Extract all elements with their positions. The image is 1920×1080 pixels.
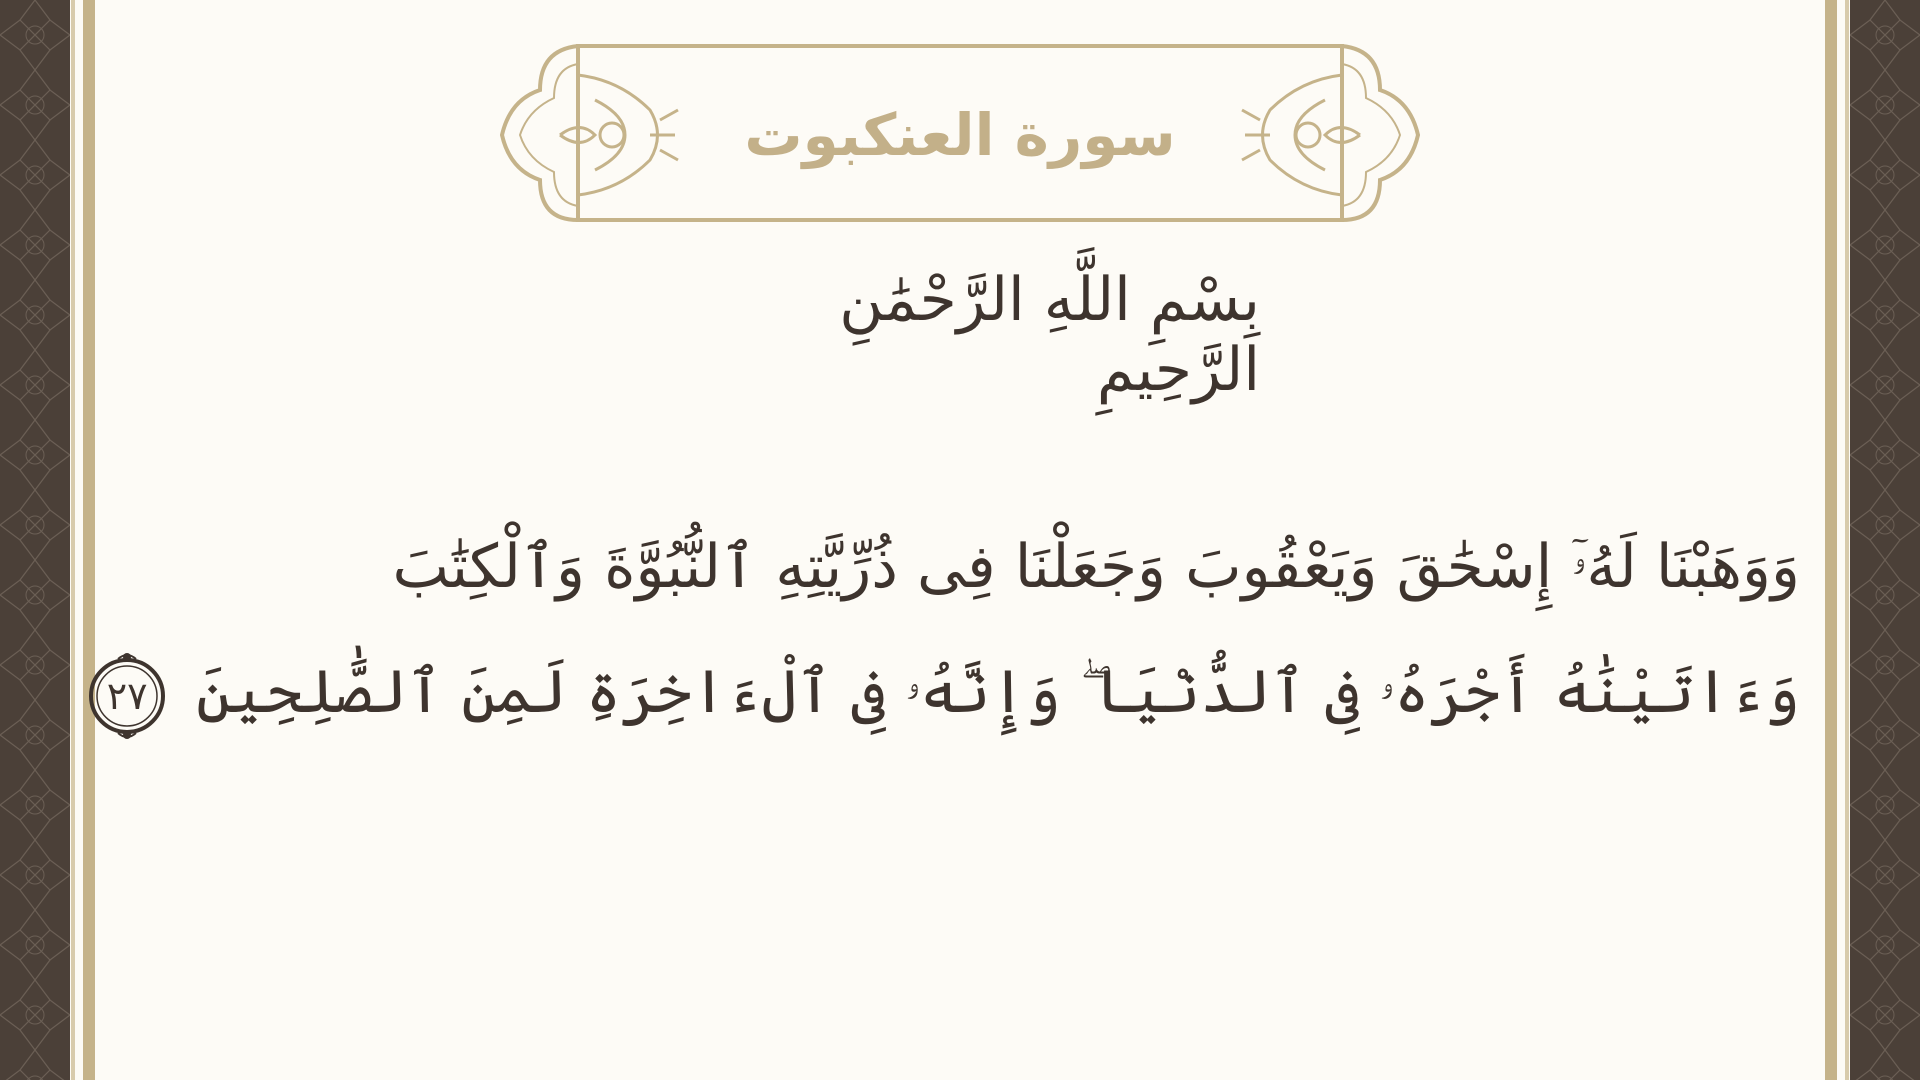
verse-line-2 [106,630,1800,755]
left-ornamental-border [0,0,70,1080]
ayah-number: ٢٧ [106,674,148,719]
left-inner-rule [71,0,75,1080]
basmala: بِسْمِ اللَّهِ الرَّحْمَٰنِ الرَّحِيمِ [839,265,1260,405]
surah-title-cartouche [500,40,1420,230]
verse-text [106,505,1800,755]
ayah-number-marker [82,651,172,741]
left-gold-bar [83,0,95,1080]
right-ornamental-border [1850,0,1920,1080]
verse-line-1: وَوَهَبْنَا لَهُۥٓ إِسْحَٰقَ وَيَعْقُوبَ وَجَعَلْنَا فِى ذُرِّيَّتِهِ ٱلنُّبُوَّةَ وَٱلْكِتَٰبَ [392,532,1800,602]
right-gold-bar [1825,0,1837,1080]
right-inner-rule [1845,0,1849,1080]
surah-title: سورة العنكبوت [744,101,1176,169]
verse-line-2-text: وَءَاتَيْنَٰهُ أَجْرَهُۥ فِى ٱلدُّنْيَا ۖ وَإِنَّهُۥ فِى ٱلْءَاخِرَةِ لَمِنَ ٱلصَّٰلِحِينَ [196,657,1800,727]
